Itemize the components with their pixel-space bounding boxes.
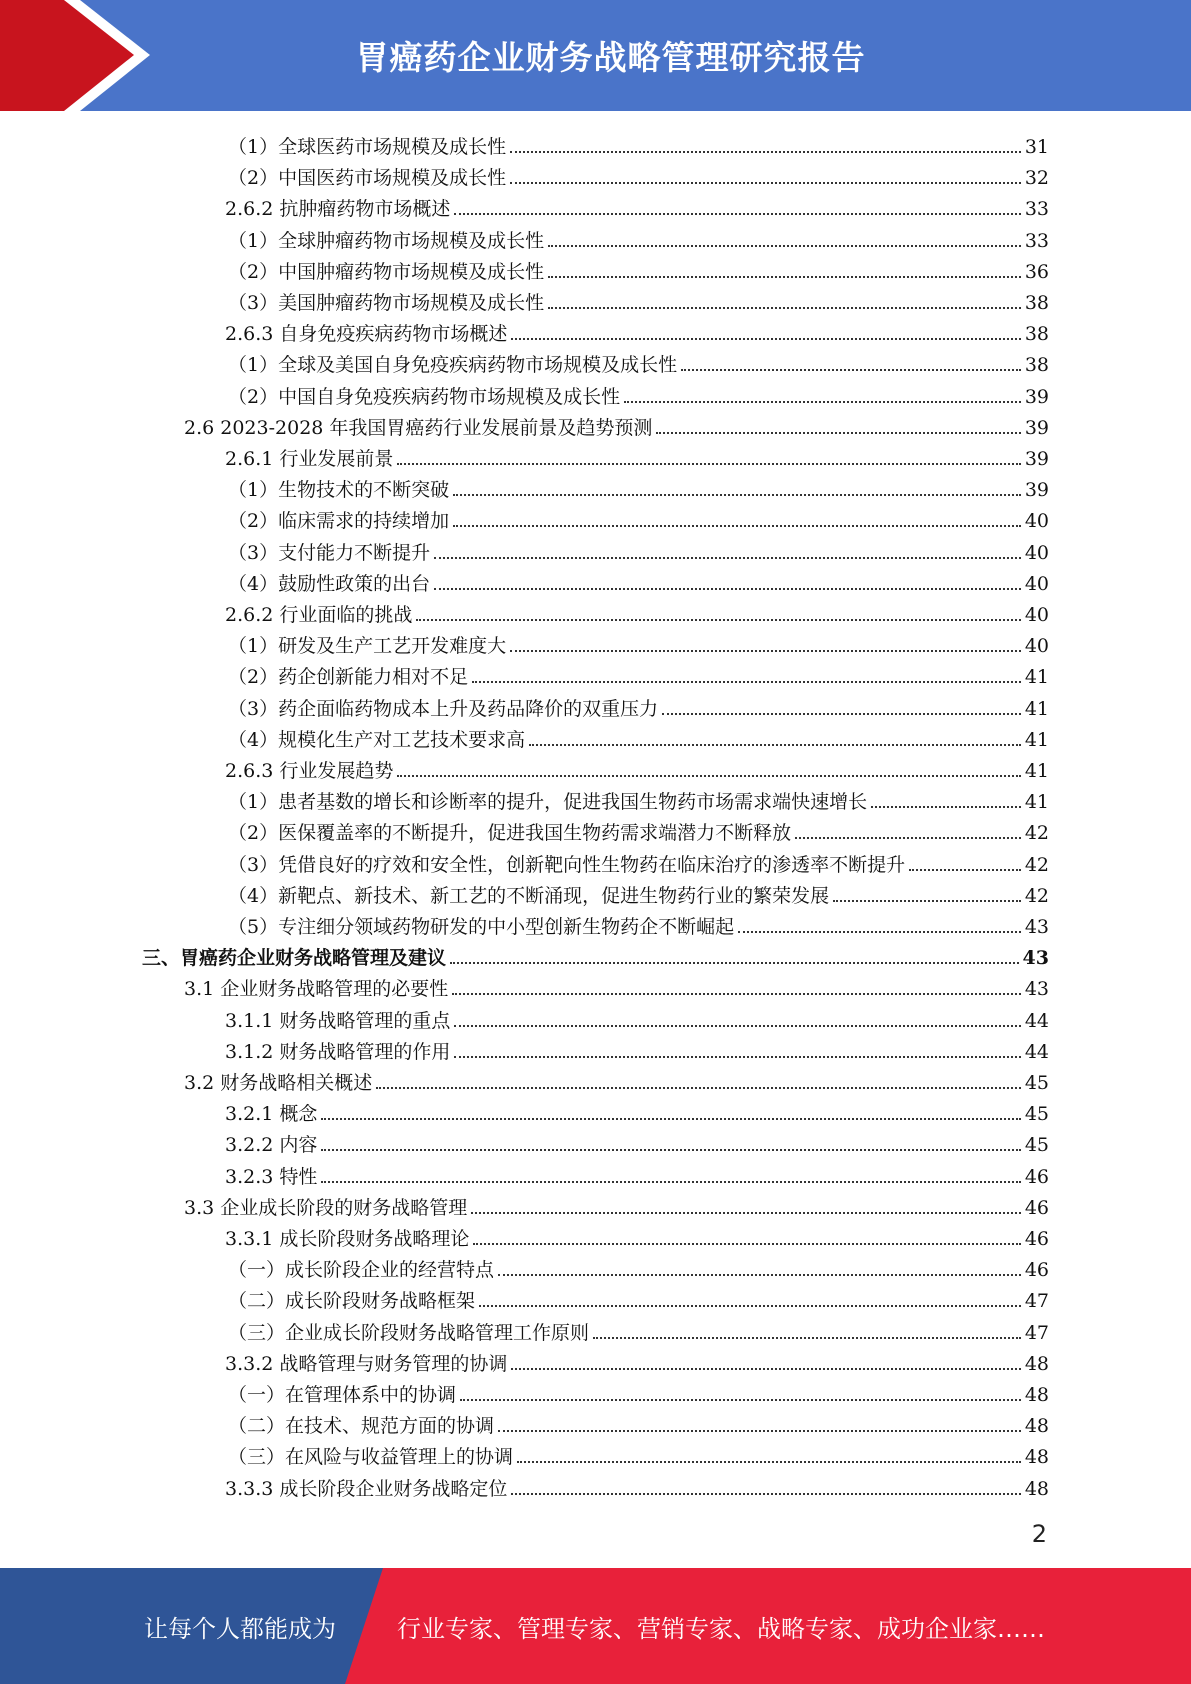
toc-dot-leader	[795, 837, 1021, 839]
toc-entry-page: 43	[1022, 947, 1049, 970]
toc-entry[interactable]	[225, 1033, 1049, 1064]
toc-dot-leader	[453, 494, 1021, 496]
toc-entry-page: 39	[1024, 448, 1049, 470]
toc-entry-page: 39	[1024, 416, 1049, 439]
toc-entry[interactable]	[225, 1470, 1049, 1501]
footer-slogan-left: 让每个人都能成为	[144, 1614, 336, 1643]
toc-dot-leader	[498, 1430, 1021, 1432]
page-title: 胃癌药企业财务战略管理研究报告	[355, 38, 866, 77]
toc-dot-leader	[473, 1243, 1020, 1245]
toc-entry[interactable]	[225, 315, 1049, 346]
toc-entry[interactable]	[228, 908, 1049, 939]
toc-entry[interactable]	[225, 190, 1049, 221]
toc-entry-page: 36	[1024, 260, 1049, 283]
toc-dot-leader	[434, 588, 1021, 590]
toc-entry-page: 46	[1024, 1165, 1049, 1188]
toc-entry[interactable]	[184, 970, 1049, 1001]
toc-entry[interactable]	[225, 1126, 1049, 1157]
toc-entry-title: （1）全球医药市场规模及成长性	[228, 136, 507, 158]
toc-entry[interactable]	[228, 222, 1049, 253]
toc-entry-title: 3.1.1 财务战略管理的重点	[225, 1009, 451, 1032]
toc-entry-title: （3）凭借良好的疗效和安全性，创新靶向性生物药在临床治疗的渗透率不断提升	[228, 853, 906, 876]
toc-dot-leader	[681, 369, 1021, 371]
toc-entry-page: 39	[1024, 385, 1049, 408]
toc-entry[interactable]	[228, 253, 1049, 284]
toc-dot-leader	[454, 213, 1020, 215]
toc-entry[interactable]	[228, 378, 1049, 409]
toc-entry[interactable]	[225, 1095, 1049, 1126]
toc-entry-title: （2）中国肿瘤药物市场规模及成长性	[228, 260, 545, 283]
toc-entry-title: 2.6.2 抗肿瘤药物市场概述	[225, 198, 451, 221]
toc-dot-leader	[453, 525, 1021, 527]
toc-entry-title: 3.3.1 成长阶段财务战略理论	[225, 1228, 470, 1250]
toc-entry-title: （3）支付能力不断提升	[228, 541, 431, 564]
toc-dot-leader	[510, 182, 1021, 184]
toc-entry-title: （一）成长阶段企业的经营特点	[228, 1259, 495, 1282]
toc-entry[interactable]	[228, 284, 1049, 315]
toc-entry-title: （4）规模化生产对工艺技术要求高	[228, 728, 526, 751]
toc-dot-leader	[593, 1337, 1021, 1339]
toc-dot-leader	[511, 338, 1020, 340]
toc-entry-title: （3）美国肿瘤药物市场规模及成长性	[228, 292, 545, 314]
toc-dot-leader	[510, 151, 1021, 153]
toc-entry[interactable]	[228, 1407, 1049, 1438]
toc-entry[interactable]	[225, 1220, 1049, 1251]
toc-dot-leader	[397, 775, 1020, 777]
toc-entry-page: 40	[1024, 635, 1049, 658]
page-header	[0, 0, 1191, 111]
toc-entry[interactable]	[225, 1002, 1049, 1033]
toc-entry[interactable]	[225, 1345, 1049, 1376]
toc-entry-title: 3.2.2 内容	[225, 1134, 318, 1157]
toc-entry-title: （5）专注细分领域药物研发的中小型创新生物药企不断崛起	[228, 916, 735, 938]
toc-dot-leader	[321, 1118, 1020, 1120]
toc-dot-leader	[548, 276, 1021, 278]
toc-dot-leader	[909, 869, 1021, 871]
toc-entry-page: 47	[1024, 1321, 1049, 1344]
toc-entry-title: （2）药企创新能力相对不足	[228, 666, 469, 689]
toc-entry-page: 41	[1024, 760, 1049, 782]
toc-dot-leader	[450, 962, 1019, 964]
toc-dot-leader	[397, 463, 1020, 465]
toc-entry[interactable]	[228, 565, 1049, 596]
toc-dot-leader	[511, 1368, 1020, 1370]
toc-entry-page: 46	[1024, 1196, 1049, 1219]
toc-entry[interactable]	[225, 752, 1049, 783]
toc-dot-leader	[321, 1181, 1020, 1183]
toc-entry-title: 3.2.3 特性	[225, 1165, 318, 1188]
toc-entry-page: 44	[1024, 1009, 1049, 1032]
toc-entry-page: 48	[1024, 1477, 1049, 1500]
page-footer	[0, 1568, 1191, 1684]
toc-entry[interactable]	[228, 471, 1049, 502]
toc-entry-title: （1）全球肿瘤药物市场规模及成长性	[228, 229, 545, 252]
toc-entry-title: （1）研发及生产工艺开发难度大	[228, 635, 507, 658]
toc-dot-leader	[434, 557, 1021, 559]
toc-entry[interactable]	[228, 814, 1049, 845]
toc-entry-page: 45	[1024, 1103, 1049, 1126]
toc-entry-title: （1）全球及美国自身免疫疾病药物市场规模及成长性	[228, 354, 678, 377]
toc-dot-leader	[460, 1399, 1021, 1401]
toc-entry[interactable]	[228, 658, 1049, 689]
toc-dot-leader	[479, 1305, 1021, 1307]
toc-entry-page: 41	[1024, 666, 1049, 689]
toc-entry-page: 40	[1024, 541, 1049, 564]
toc-entry[interactable]	[228, 877, 1049, 908]
toc-entry-title: 3.2.1 概念	[225, 1103, 318, 1126]
toc-entry-page: 41	[1024, 697, 1049, 720]
toc-dot-leader	[656, 432, 1020, 434]
toc-entry-page: 46	[1024, 1228, 1049, 1250]
toc-entry[interactable]	[184, 1189, 1049, 1220]
toc-entry-title: 2.6 2023-2028 年我国胃癌药行业发展前景及趋势预测	[184, 416, 653, 439]
toc-entry-page: 45	[1024, 1134, 1049, 1157]
toc-dot-leader	[511, 1493, 1020, 1495]
toc-entry-page: 46	[1024, 1259, 1049, 1282]
toc-entry-page: 31	[1024, 136, 1049, 158]
toc-dot-leader	[624, 401, 1021, 403]
toc-entry[interactable]	[228, 721, 1049, 752]
toc-entry-page: 38	[1024, 323, 1049, 346]
toc-entry-title: （2）医保覆盖率的不断提升，促进我国生物药需求端潜力不断释放	[228, 822, 792, 845]
toc-entry-page: 39	[1024, 479, 1049, 502]
toc-dot-leader	[452, 993, 1021, 995]
toc-entry-page: 43	[1024, 978, 1049, 1001]
toc-entry-title: 2.6.2 行业面临的挑战	[225, 604, 413, 626]
toc-entry-page: 48	[1024, 1352, 1049, 1375]
toc-dot-leader	[833, 900, 1021, 902]
toc-dot-leader	[454, 1056, 1020, 1058]
toc-entry-title: 3.1.2 财务战略管理的作用	[225, 1040, 451, 1063]
toc-entry[interactable]	[228, 627, 1049, 658]
toc-entry-page: 33	[1024, 229, 1049, 252]
toc-entry[interactable]	[228, 783, 1049, 814]
toc-entry[interactable]	[228, 159, 1049, 190]
toc-entry-title: （三）企业成长阶段财务战略管理工作原则	[228, 1321, 590, 1344]
toc-entry-title: （4）鼓励性政策的出台	[228, 572, 431, 595]
toc-entry[interactable]	[142, 939, 1049, 970]
toc-entry-title: （3）药企面临药物成本上升及药品降价的双重压力	[228, 697, 659, 720]
toc-entry[interactable]	[228, 1251, 1049, 1282]
toc-entry-page: 38	[1024, 354, 1049, 377]
toc-entry[interactable]	[228, 846, 1049, 877]
toc-dot-leader	[510, 650, 1021, 652]
toc-entry-title: （2）临床需求的持续增加	[228, 510, 450, 533]
toc-entry-title: （1）患者基数的增长和诊断率的提升，促进我国生物药市场需求端快速增长	[228, 791, 868, 814]
toc-entry-title: （4）新靶点、新技术、新工艺的不断涌现，促进生物药行业的繁荣发展	[228, 884, 830, 907]
toc-entry-page: 41	[1024, 728, 1049, 751]
toc-entry[interactable]	[228, 502, 1049, 533]
toc-entry[interactable]	[228, 128, 1049, 159]
toc-entry-title: 3.1 企业财务战略管理的必要性	[184, 978, 449, 1001]
toc-entry[interactable]	[184, 1064, 1049, 1095]
toc-entry-page: 33	[1024, 198, 1049, 221]
toc-entry-page: 40	[1024, 572, 1049, 595]
toc-entry-title: 3.3.3 成长阶段企业财务战略定位	[225, 1477, 508, 1500]
toc-entry[interactable]	[225, 1158, 1049, 1189]
toc-entry[interactable]	[228, 1314, 1049, 1345]
toc-dot-leader	[548, 307, 1021, 309]
toc-entry-title: 2.6.3 行业发展趋势	[225, 760, 394, 782]
toc-entry-title: （二）成长阶段财务战略框架	[228, 1290, 476, 1313]
page-number: 2	[1031, 1520, 1047, 1548]
toc-entry-title: （一）在管理体系中的协调	[228, 1384, 457, 1406]
toc-entry-page: 45	[1024, 1072, 1049, 1094]
toc-entry-page: 43	[1024, 916, 1049, 938]
toc-entry-page: 32	[1024, 167, 1049, 190]
toc-entry-page: 47	[1024, 1290, 1049, 1313]
toc-entry-page: 41	[1024, 791, 1049, 814]
toc-dot-leader	[517, 1461, 1021, 1463]
toc-entry-page: 48	[1024, 1446, 1049, 1469]
toc-entry[interactable]	[228, 1376, 1049, 1407]
toc-entry[interactable]	[228, 534, 1049, 565]
toc-entry-page: 48	[1024, 1415, 1049, 1438]
toc-dot-leader	[662, 713, 1021, 715]
toc-entry-title: 3.2 财务战略相关概述	[184, 1072, 373, 1094]
toc-dot-leader	[321, 1149, 1020, 1151]
toc-entry-title: （2）中国自身免疫疾病药物市场规模及成长性	[228, 385, 621, 408]
toc-entry-title: 3.3.2 战略管理与财务管理的协调	[225, 1352, 508, 1375]
toc-entry-page: 44	[1024, 1040, 1049, 1063]
toc-entry-page: 42	[1024, 822, 1049, 845]
toc-entry-page: 40	[1024, 510, 1049, 533]
toc-entry[interactable]	[228, 690, 1049, 721]
toc-dot-leader	[498, 1274, 1021, 1276]
toc-dot-leader	[871, 806, 1021, 808]
toc-dot-leader	[738, 931, 1021, 933]
toc-dot-leader	[454, 1025, 1020, 1027]
toc-dot-leader	[472, 681, 1021, 683]
toc-entry-title: 2.6.3 自身免疫疾病药物市场概述	[225, 323, 508, 346]
toc-entry[interactable]	[225, 440, 1049, 471]
toc-dot-leader	[548, 245, 1021, 247]
toc-entry-title: 三、胃癌药企业财务战略管理及建议	[142, 947, 447, 970]
toc-entry-page: 40	[1024, 604, 1049, 626]
toc-dot-leader	[471, 1212, 1021, 1214]
toc-entry-title: 2.6.1 行业发展前景	[225, 448, 394, 470]
toc-entry-title: （二）在技术、规范方面的协调	[228, 1415, 495, 1438]
toc-dot-leader	[416, 619, 1020, 621]
toc-dot-leader	[376, 1087, 1021, 1089]
toc-entry-page: 48	[1024, 1384, 1049, 1406]
toc-entry[interactable]	[184, 409, 1049, 440]
toc-entry[interactable]	[228, 1438, 1049, 1469]
toc-entry-title: （三）在风险与收益管理上的协调	[228, 1446, 514, 1469]
toc-entry-title: （2）中国医药市场规模及成长性	[228, 167, 507, 190]
toc-dot-leader	[529, 744, 1021, 746]
toc-entry-page: 42	[1024, 853, 1049, 876]
toc-entry-title: （1）生物技术的不断突破	[228, 479, 450, 502]
toc-entry[interactable]	[228, 346, 1049, 377]
toc-entry[interactable]	[228, 1282, 1049, 1313]
toc-entry[interactable]	[225, 596, 1049, 627]
toc-entry-title: 3.3 企业成长阶段的财务战略管理	[184, 1196, 468, 1219]
toc-entry-page: 38	[1024, 292, 1049, 314]
footer-slogan-right: 行业专家、管理专家、营销专家、战略专家、成功企业家……	[397, 1614, 1045, 1643]
toc-entry-page: 42	[1024, 884, 1049, 907]
